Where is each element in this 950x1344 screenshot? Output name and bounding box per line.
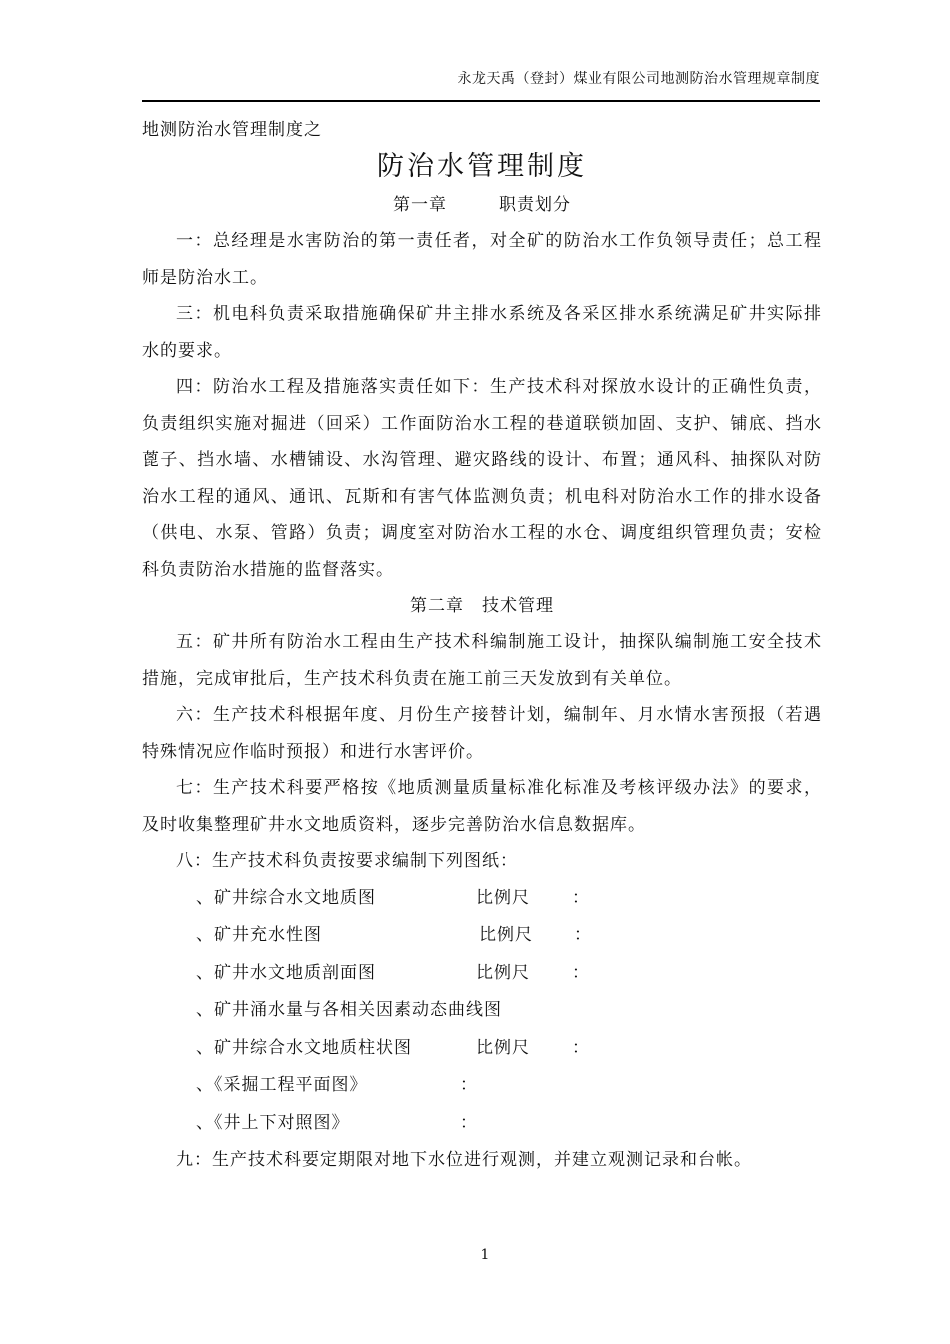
document-body bbox=[142, 113, 822, 1179]
header-text: 永龙天禹（登封）煤业有限公司地测防治水管理规章制度 bbox=[457, 71, 820, 87]
paragraph: 四：防治水工程及措施落实责任如下：生产技术科对探放水设计的正确性负责，负责组织实施对掘进（回采）工作面防治水工程的巷道联锁加固、支护、铺底、挡水蓖子、挡水墙、水槽铺设、水沟管理、避灾路线的设计、布置；通风科、抽探队对防治水工程的通风、通讯、瓦斯和有害气体监测负责；机电科对防治水工作的排水设备（供电、水泵、管路）负责；调度室对防治水工程的水仓、调度组织管理负责；安检科负责防治水措施的监督落实。 bbox=[142, 377, 822, 580]
paragraph: 一：总经理是水害防治的第一责任者，对全矿的防治水工作负领导责任；总工程师是防治水工。 bbox=[142, 231, 822, 288]
drawing-scale: 比例尺 bbox=[479, 925, 533, 945]
drawing-name: 、矿井水文地质剖面图 bbox=[196, 962, 376, 983]
document-subtitle: 地测防治水管理制度之 bbox=[142, 120, 322, 140]
chapter-name: 职责划分 bbox=[499, 195, 571, 215]
drawing-colon: ： bbox=[572, 887, 590, 908]
drawing-list-item bbox=[142, 992, 822, 1030]
paragraph: 五：矿井所有防治水工程由生产技术科编制施工设计，抽探队编制施工安全技术措施，完成审批后，生产技术科负责在施工前三天发放到有关单位。 bbox=[142, 632, 822, 689]
drawing-name: 、矿井综合水文地质柱状图 bbox=[196, 1037, 412, 1058]
drawing-list-item bbox=[142, 1105, 822, 1143]
chapter-heading-2 bbox=[142, 588, 822, 624]
drawing-colon: ： bbox=[574, 925, 592, 945]
drawing-list-item bbox=[142, 1030, 822, 1068]
drawing-colon: ： bbox=[572, 962, 590, 983]
drawing-name: 、矿井综合水文地质图 bbox=[196, 887, 376, 908]
paragraph: 六：生产技术科根据年度、月份生产接替计划，编制年、月水情水害预报（若遇特殊情况应作临时预报）和进行水害评价。 bbox=[142, 705, 822, 762]
page-number: 1 bbox=[480, 1247, 490, 1263]
drawing-name: 、《井上下对照图》 bbox=[196, 1112, 350, 1133]
drawing-name: 、矿井涌水量与各相关因素动态曲线图 bbox=[196, 1000, 502, 1020]
drawing-list-item bbox=[142, 880, 822, 918]
drawing-list-item bbox=[142, 955, 822, 993]
drawing-name: 、《采掘工程平面图》 bbox=[196, 1075, 368, 1095]
drawing-name: 、矿井充水性图 bbox=[196, 925, 322, 945]
paragraph: 三：机电科负责采取措施确保矿井主排水系统及各采区排水系统满足矿井实际排水的要求。 bbox=[142, 304, 822, 361]
drawing-scale: 比例尺 bbox=[476, 1037, 530, 1058]
paragraph: 九：生产技术科要定期限对地下水位进行观测，并建立观测记录和台帐。 bbox=[176, 1150, 752, 1170]
chapter-number: 第二章 bbox=[410, 596, 464, 616]
chapter-number: 第一章 bbox=[393, 195, 447, 215]
drawing-list-item bbox=[142, 917, 822, 955]
paragraph: 七：生产技术科要严格按《地质测量质量标准化标准及考核评级办法》的要求，及时收集整理矿井水文地质资料，逐步完善防治水信息数据库。 bbox=[142, 778, 822, 835]
drawing-colon: ： bbox=[460, 1112, 478, 1133]
chapter-heading-1 bbox=[142, 187, 822, 223]
drawing-colon: ： bbox=[572, 1037, 590, 1058]
document-title: 防治水管理制度 bbox=[377, 151, 587, 182]
page-header bbox=[142, 62, 820, 102]
drawing-list-item bbox=[142, 1067, 822, 1105]
chapter-name: 技术管理 bbox=[482, 596, 554, 616]
drawing-colon: ： bbox=[460, 1075, 478, 1095]
drawing-scale: 比例尺 bbox=[476, 962, 530, 983]
paragraph: 八：生产技术科负责按要求编制下列图纸： bbox=[176, 851, 518, 871]
drawing-scale: 比例尺 bbox=[476, 887, 530, 908]
